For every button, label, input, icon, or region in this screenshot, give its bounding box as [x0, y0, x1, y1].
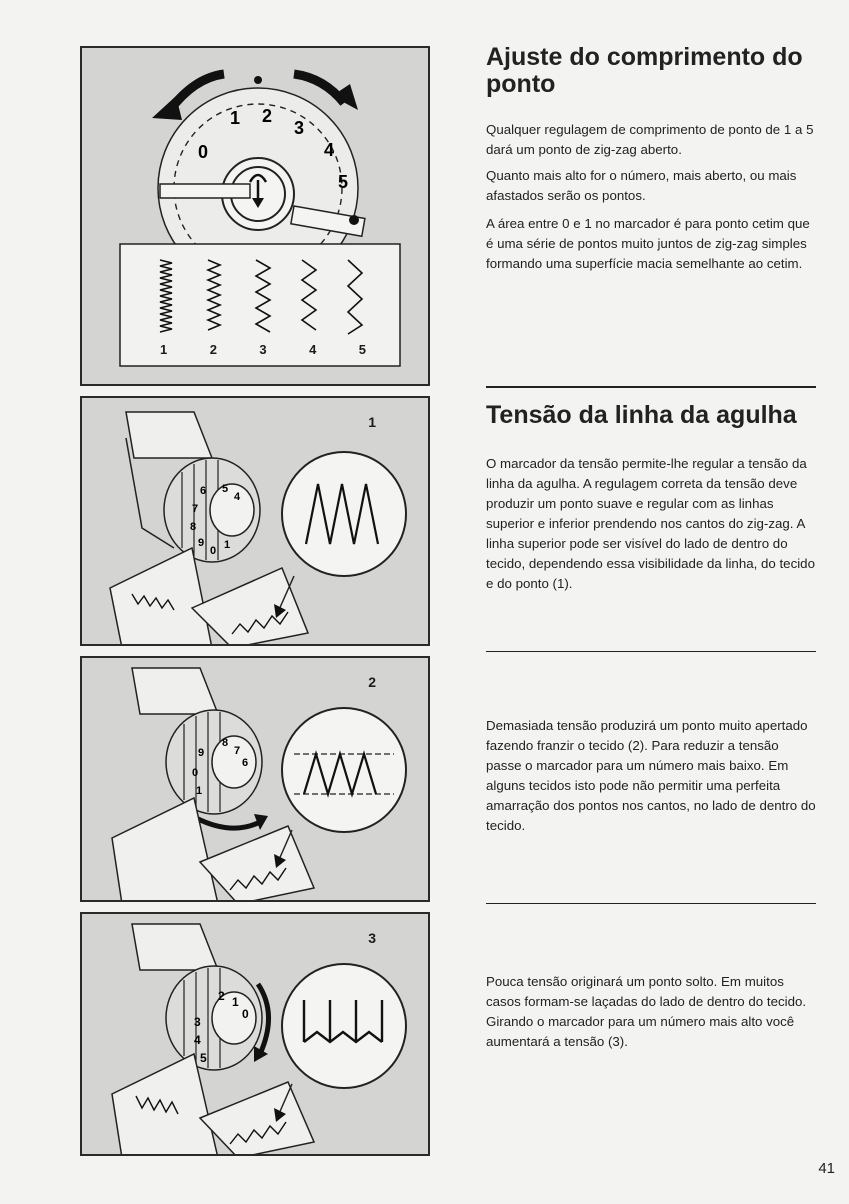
tension-high-illustration	[82, 658, 430, 902]
tension-correct-figure	[80, 396, 430, 646]
section-divider	[486, 903, 816, 904]
stitch-length-paragraph: Qualquer regulagem de comprimento de ponto de 1 a 5 dará um ponto de zig-zag aberto.	[486, 122, 814, 157]
section-title-needle-tension: Tensão da linha da agulha	[486, 401, 797, 429]
dial-number: 6	[242, 757, 249, 769]
dial-number: 1	[232, 995, 239, 1009]
dial-number: 4	[194, 1033, 201, 1047]
dial-number: 2	[262, 106, 273, 126]
dial-number: 7	[234, 745, 241, 757]
scale-label: 5	[358, 342, 366, 357]
scale-label: 1	[160, 342, 168, 357]
section-title-stitch-length: Ajuste do comprimento do ponto	[486, 43, 803, 98]
dial-number: 8	[222, 737, 229, 749]
dial-number: 0	[198, 142, 209, 162]
dial-number: 5	[200, 1051, 207, 1065]
dial-number: 5	[338, 172, 349, 192]
stitch-length-figure	[80, 46, 430, 386]
dial-number: 0	[210, 545, 217, 557]
section-divider	[486, 386, 816, 388]
dial-number: 0	[192, 767, 199, 779]
dial-number: 2	[218, 989, 225, 1003]
dial-number: 3	[294, 118, 305, 138]
dial-number: 9	[198, 747, 205, 759]
stitch-length-dial-illustration	[82, 48, 430, 386]
figure-label: 3	[368, 930, 376, 946]
tension-high-figure	[80, 656, 430, 902]
dial-number: 1	[196, 785, 203, 797]
scale-label: 3	[259, 342, 267, 357]
dial-number: 9	[198, 537, 205, 549]
dial-number: 1	[230, 108, 241, 128]
tension-low-paragraph: Pouca tensão originará um ponto solto. Em muitos casos formam-se laçadas do lado de dentro do tecido. Girando o marcador para um número mais alto você aumentará a tensão (3).	[486, 974, 807, 1049]
tension-low-figure	[80, 912, 430, 1156]
dial-number: 4	[324, 140, 335, 160]
dial-number: 0	[242, 1007, 249, 1021]
scale-label: 4	[309, 342, 317, 357]
figure-label: 1	[368, 414, 376, 430]
tension-low-illustration	[82, 914, 430, 1156]
stitch-length-scale	[122, 342, 408, 362]
dial-number: 8	[190, 521, 197, 533]
stitch-length-paragraph: Quanto mais alto for o número, mais aberto, ou mais afastados serão os pontos.	[486, 168, 797, 203]
tension-correct-illustration	[82, 398, 430, 646]
stitch-length-paragraph: A área entre 0 e 1 no marcador é para ponto cetim que é uma série de pontos muito juntos de zig-zag simples formando uma superfície macia semelhante ao cetim.	[486, 216, 810, 271]
page-number: 41	[818, 1160, 835, 1177]
scale-label: 2	[209, 342, 217, 357]
tension-high-paragraph: Demasiada tensão produzirá um ponto muito apertado fazendo franzir o tecido (2). Para reduzir a tensão passe o marcador para um número mais baixo. Em alguns tecidos isto pode não permitir uma perfeita amarração dos pontos nos cantos, no lado de dentro do tecido.	[486, 718, 816, 833]
dial-number: 6	[200, 485, 207, 497]
dial-number: 7	[192, 503, 199, 515]
section-divider	[486, 651, 816, 652]
tension-correct-paragraph: O marcador da tensão permite-lhe regular a tensão da linha da agulha. A regulagem correta da tensão deve produzir um ponto suave e regular com as linhas superior e inferior prendendo nos cantos do zig-zag. A linha superior pode ser visível do lado de dentro do tecido, dependendo essa visibilidade da linha, do tecido e do ponto (1).	[486, 456, 815, 591]
figure-label: 2	[368, 674, 376, 690]
dial-number: 1	[224, 539, 231, 551]
dial-number: 3	[194, 1015, 201, 1029]
dial-number: 5	[222, 483, 229, 495]
dial-number: 4	[234, 491, 241, 503]
